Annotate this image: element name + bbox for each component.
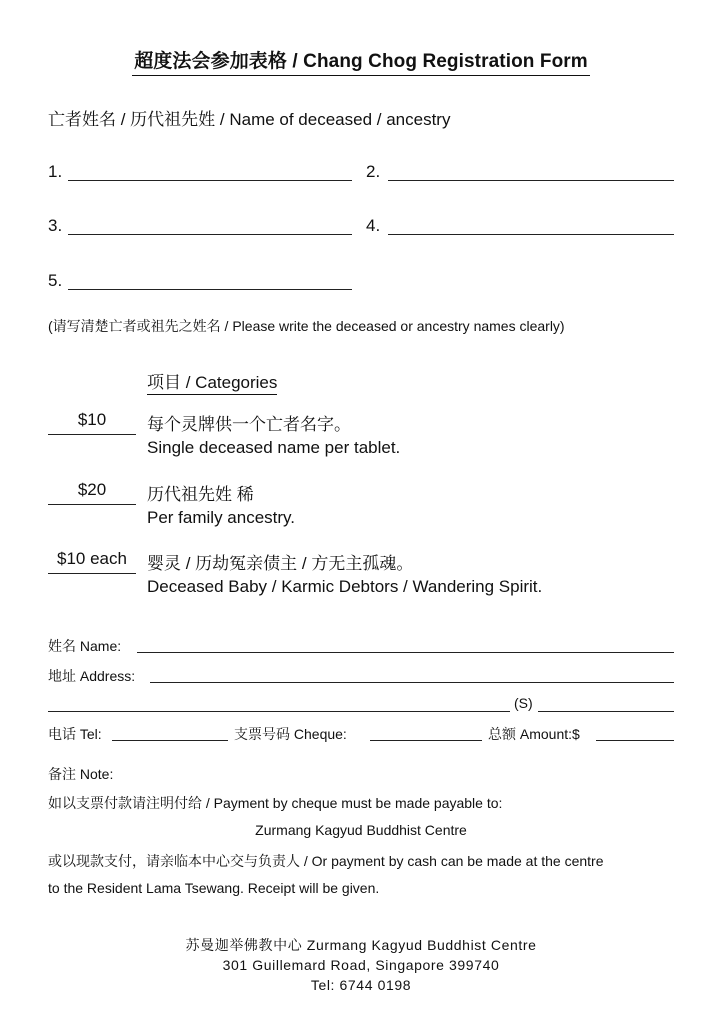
- address-input-line-2[interactable]: [48, 711, 510, 712]
- cheque-instruction: 如以支票付款请注明付给 / Payment by cheque must be made payable to:: [48, 795, 503, 811]
- footer-org: 苏曼迦举佛教中心 Zurmang Kagyud Buddhist Centre: [185, 937, 537, 953]
- address-input[interactable]: [150, 682, 674, 683]
- cheque-label: 支票号码 Cheque:: [234, 726, 347, 742]
- categories-heading: 项目 / Categories: [147, 368, 277, 395]
- category-en-2: Per family ancestry.: [147, 508, 296, 527]
- note-heading: 备注 Note:: [48, 766, 114, 782]
- name-field-3[interactable]: [68, 234, 352, 235]
- cash-instruction-2: to the Resident Lama Tsewang. Receipt will be given.: [48, 880, 380, 896]
- name-field-4[interactable]: [388, 234, 674, 235]
- name-field-2[interactable]: [388, 180, 674, 181]
- name-slot-label-1: 1.: [48, 162, 63, 181]
- category-zh-2: 历代祖先姓 稀: [147, 485, 254, 504]
- tel-label: 电话 Tel:: [48, 726, 102, 742]
- footer-address: 301 Guillemard Road, Singapore 399740: [222, 957, 500, 973]
- amount-label: 总额 Amount:$: [488, 726, 580, 742]
- category-price-3[interactable]: $10 each: [48, 549, 136, 574]
- name-slot-label-4: 4.: [366, 216, 381, 235]
- category-zh-3: 婴灵 / 历劫冤亲债主 / 方无主孤魂。: [147, 554, 414, 573]
- name-slot-label-2: 2.: [366, 162, 381, 181]
- name-field-5[interactable]: [68, 289, 352, 290]
- cash-instruction: 或以现款支付，请亲临本中心交与负责人 / Or payment by cash can be made at the centre: [48, 853, 604, 869]
- name-field-1[interactable]: [68, 180, 352, 181]
- names-heading: 亡者姓名 / 历代祖先姓 / Name of deceased / ancestry: [48, 110, 451, 129]
- footer-tel: Tel: 6744 0198: [310, 977, 412, 993]
- category-price-1[interactable]: $10: [48, 410, 136, 435]
- amount-input[interactable]: [596, 740, 674, 741]
- category-en-1: Single deceased name per tablet.: [147, 438, 401, 457]
- category-price-2[interactable]: $20: [48, 480, 136, 505]
- name-slot-label-5: 5.: [48, 271, 63, 290]
- category-zh-1: 每个灵牌供一个亡者名字。: [147, 415, 351, 434]
- address-label: 地址 Address:: [48, 668, 136, 684]
- cheque-input[interactable]: [370, 740, 482, 741]
- name-label: 姓名 Name:: [48, 638, 122, 654]
- postal-code-input[interactable]: [538, 711, 674, 712]
- form-title-wrap: [0, 46, 722, 73]
- postal-suffix: (S): [514, 695, 533, 711]
- form-title: 超度法会参加表格 / Chang Chog Registration Form: [132, 51, 590, 76]
- name-input[interactable]: [137, 652, 674, 653]
- name-slot-label-3: 3.: [48, 216, 63, 235]
- category-en-3: Deceased Baby / Karmic Debtors / Wandering Spirit.: [147, 577, 543, 596]
- tel-input[interactable]: [112, 740, 228, 741]
- payee-name: Zurmang Kagyud Buddhist Centre: [255, 822, 467, 838]
- names-note: (请写清楚亡者或祖先之姓名 / Please write the deceased or ancestry names clearly): [48, 318, 565, 334]
